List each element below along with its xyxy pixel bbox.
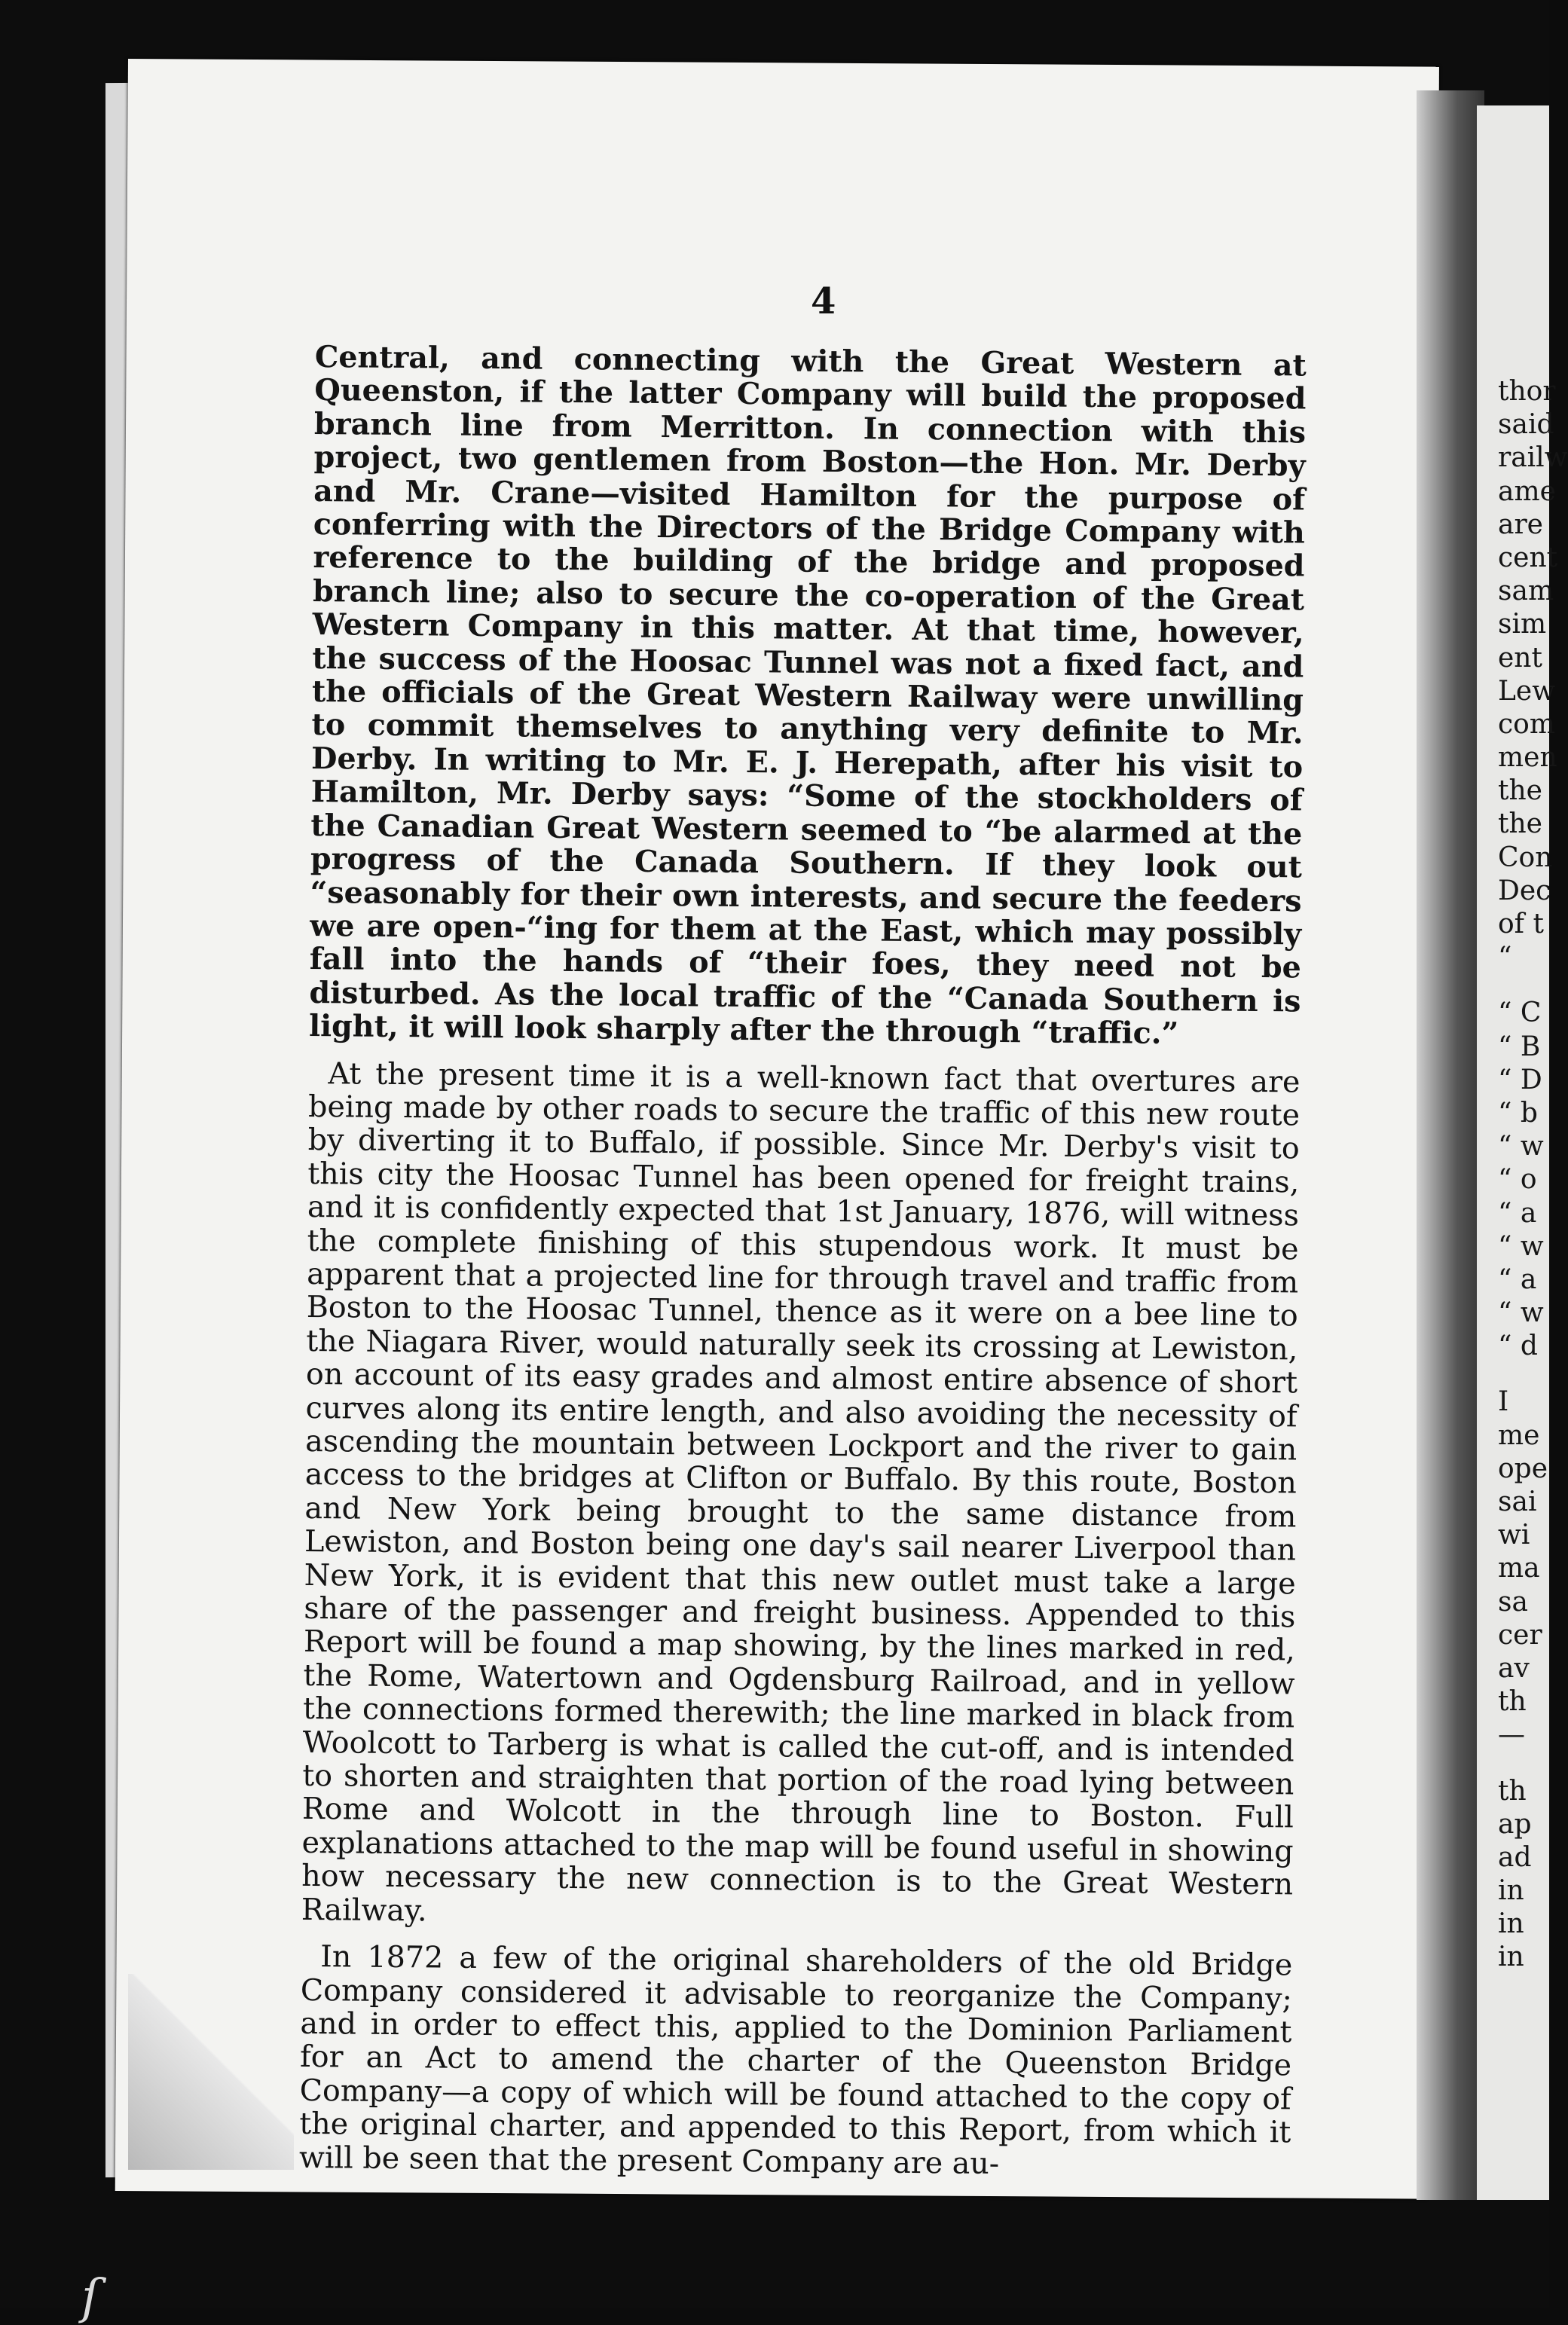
right-page-fragment: Lew: [1498, 675, 1556, 707]
paragraph-2: At the present time it is a well-known fact that overtures are being made by other roads to secure the traffic of this new route by diverting it to Buffalo, if possible. Since Mr. Derby's visit to this city the Hoosac Tunnel has been opened for freight trains, and it is confidently expected that 1st January, 1876, will witness the complete finishing of this stupendous work. It must be apparent that a projected line for through travel and traffic from Boston to the Hoosac Tunnel, thence as it were on a bee line to the Niagara River, would naturally seek its crossing at Lewiston, on account of its easy grades and almost entire absence of short curves along its entire length, and also avoiding the necessity of ascending the mountain between Lockport and the river to gain access to the bridges at Clifton or Buffalo. By this route, Boston and New York being brought to the same distance from Lewiston, and Boston being one day's sail nearer Liverpool than New York, it is evident that this new outlet must take a large share of the passenger and freight business. Appended to this Report will be found a map showing, by the lines marked in red, the Rome, Watertown and Ogdensburg Railroad, and in yellow the connections formed therewith; the line marked in black from Woolcott to Tarberg is what is called the cut-off, and is intended to shorten and straighten that portion of the road lying between Rome and Wolcott in the through line to Boston. Full explanations attached to the map will be found useful in showing how necessary the new connection is to the Great Western Railway.: [301, 1056, 1301, 1929]
right-page-fragment: th: [1498, 1775, 1527, 1807]
right-page-fragment: the: [1498, 808, 1542, 840]
right-page-fragment: cer: [1498, 1619, 1542, 1651]
right-page-fragment: me: [1498, 1419, 1540, 1451]
right-page-fragment: thor: [1498, 376, 1556, 407]
right-page-fragment: “ a: [1498, 1263, 1537, 1295]
right-page-fragment: “ d: [1498, 1331, 1538, 1362]
right-page-fragment: I: [1498, 1386, 1509, 1418]
right-page-gap: [1498, 974, 1549, 997]
right-page-fragment: —: [1498, 1719, 1525, 1751]
page-number: 4: [811, 280, 836, 322]
paragraph-3: In 1872 a few of the original shareholders of the old Bridge Company considered it advisable to reorganize the Company; and in order to effect this, applied to the Dominion Parliament for an Act to amend the charter of the Queenston Bridge Company—a copy of which will be found attached to the copy of the original charter, and appended to this Report, from which it will be seen that the present Company are au-: [298, 1939, 1293, 2181]
right-page-fragment: sa: [1498, 1586, 1528, 1618]
right-page-fragment: av: [1498, 1652, 1530, 1684]
right-page-fragment: “ w: [1498, 1297, 1544, 1329]
right-page-fragment: said: [1498, 409, 1554, 441]
right-page-fragment: th: [1498, 1686, 1527, 1718]
right-page-fragment: com: [1498, 708, 1555, 740]
right-page-fragment: ame: [1498, 475, 1556, 507]
right-page-fragment: “ w: [1498, 1230, 1544, 1262]
right-page-fragment: cent: [1498, 542, 1558, 573]
right-page-fragment: the: [1498, 775, 1542, 807]
right-page-fragment: “ w: [1498, 1131, 1544, 1162]
right-page-fragment: of t: [1498, 909, 1544, 939]
right-page-fragment: ent: [1498, 642, 1542, 674]
right-page-fragment: ma: [1498, 1553, 1540, 1584]
right-page-fragment: sai: [1498, 1486, 1537, 1517]
paragraph-1: Central, and connecting with the Great Western at Queenston, if the latter Company will build the proposed branch line from Merritton. In connection with this project, two gentlemen from Boston—the Hon. Mr. Derby and Mr. Crane—visited Hamilton for the purpose of conferring with the Directors of the Bridge Company with reference to the building of the bridge and proposed branch line; also to secure the co-operation of the Great Western Company in this matter. At that time, however, the success of the Hoosac Tunnel was not a fixed fact, and the officials of the Great Western Railway were unwilling to commit themselves to anything very definite to Mr. Derby. In writing to Mr. E. J. Herepath, after his visit to Hamilton, Mr. Derby says: “Some of the stockholders of the Canadian Great Western seemed to “be alarmed at the progress of the Canada Southern. If they look out “seasonably for their own interests, and secure the feeders we are open-“ing for them at the East, which may possibly fall into the hands of “their foes, they need not be disturbed. As the local traffic of the “Canada Southern is light, it will look sharply after the through “traffic.”: [308, 340, 1307, 1052]
right-page-fragment: ope: [1498, 1453, 1548, 1484]
right-page-text: [1498, 375, 1568, 1975]
right-page-fragment: wi: [1498, 1520, 1530, 1551]
right-page-fragment: Dec: [1498, 875, 1551, 906]
right-page-fragment: men: [1498, 742, 1557, 774]
right-page-fragment: “ B: [1498, 1031, 1541, 1062]
right-page-fragment: ad: [1498, 1841, 1532, 1873]
right-page-fragment: “ C: [1498, 998, 1542, 1029]
right-page-fragment: “ a: [1498, 1197, 1537, 1229]
right-page-fragment: Con: [1498, 842, 1553, 873]
right-page-fragment: are: [1498, 509, 1543, 540]
right-page-fragment: “ b: [1498, 1097, 1538, 1129]
right-page-fragment: railw: [1498, 442, 1568, 474]
right-page-gap: [1498, 1752, 1549, 1775]
right-page-fragment: “ D: [1498, 1064, 1542, 1095]
right-page-fragment: in: [1498, 1942, 1524, 1973]
page-corner-wear: [128, 1974, 294, 2170]
scan-mark: ſ: [81, 2269, 99, 2325]
right-page-fragment: ap: [1498, 1808, 1532, 1840]
right-page-fragment: sam: [1498, 576, 1554, 607]
right-page-fragment: “ o: [1498, 1164, 1537, 1196]
right-page-gap: [1498, 1363, 1549, 1386]
body-text: [299, 341, 1307, 2196]
right-page-fragment: “: [1498, 942, 1512, 973]
book-gutter: [1417, 90, 1484, 2200]
right-page-fragment: in: [1498, 1908, 1524, 1940]
right-page-fragment: in: [1498, 1875, 1524, 1907]
right-page-fragment: sim: [1498, 609, 1547, 640]
